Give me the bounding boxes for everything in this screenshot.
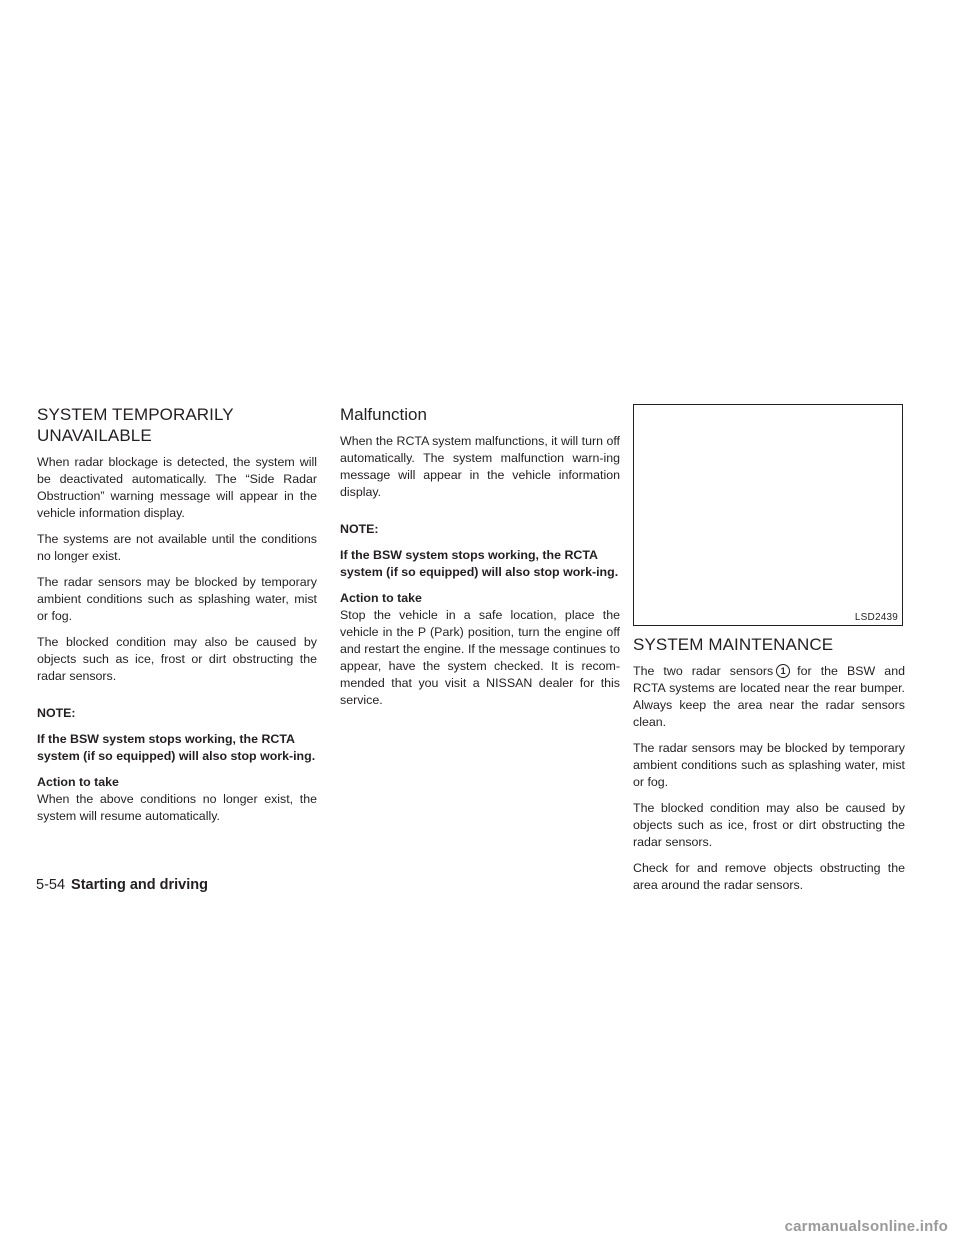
paragraph: When radar blockage is detected, the system will be deactivated automatically. The “Side Radar Obstruction” warning message will appear in the vehicle information display. [37,455,317,520]
circled-number-marker: 1 [776,664,790,678]
paragraph: The systems are not available until the conditions no longer exist. [37,532,317,563]
section-title-system-temporarily-unavailable [37,404,317,446]
action-label: Action to take [37,775,119,789]
paragraph: When the RCTA system malfunctions, it will turn off automatically. The system malfunction warn-ing message will appear in the vehicle information display. [340,434,620,499]
paragraph [633,663,905,731]
note-label: NOTE: [340,522,379,536]
paragraph: The radar sensors may be blocked by temporary ambient conditions such as splashing water, mist or fog. [633,741,905,789]
paragraph: The blocked condition may also be caused by objects such as ice, frost or dirt obstructing the radar sensors. [633,801,905,849]
note-text: If the BSW system stops working, the RCTA system (if so equipped) will also stop work-ing. [340,548,619,579]
column-left [37,404,317,825]
column-middle [340,404,620,709]
paragraph: Check for and remove objects obstructing the area around the radar sensors. [633,861,905,892]
action-text: Stop the vehicle in a safe location, place the vehicle in the P (Park) position, turn the engine off and restart the engine. If the message continues to appear, have the system checked. It is recom-mended that you visit a NISSAN dealer for this service. [340,608,620,707]
paragraph-text-start: The two radar sensors [633,664,774,678]
note-label: NOTE: [37,706,76,720]
action-text: When the above conditions no longer exist, the system will resume automatically. [37,792,317,823]
section-title-system-maintenance: SYSTEM MAINTENANCE [633,635,834,654]
figure-radar-sensor [633,404,903,626]
paragraph-text-end: for the BSW and RCTA systems are located near the rear bumper. Always keep the area near the radar sensors clean. [633,664,905,729]
action-block [340,590,620,709]
section-title-line2: UNAVAILABLE [37,426,152,445]
watermark: carmanualsonline.info [784,1218,948,1235]
section-title-malfunction: Malfunction [340,405,427,424]
action-block [37,774,317,825]
paragraph: The radar sensors may be blocked by temporary ambient conditions such as splashing water, mist or fog. [37,575,317,623]
note-text: If the BSW system stops working, the RCTA system (if so equipped) will also stop work-ing. [37,732,316,763]
column-right [633,404,905,903]
page-number: 5-54 [36,877,66,893]
action-label: Action to take [340,591,422,605]
chapter-title: Starting and driving [71,877,208,893]
paragraph: The blocked condition may also be caused by objects such as ice, frost or dirt obstructing the radar sensors. [37,635,317,683]
page-footer [36,876,208,894]
section-title-line1: SYSTEM TEMPORARILY [37,405,234,424]
figure-code: LSD2439 [854,612,898,623]
